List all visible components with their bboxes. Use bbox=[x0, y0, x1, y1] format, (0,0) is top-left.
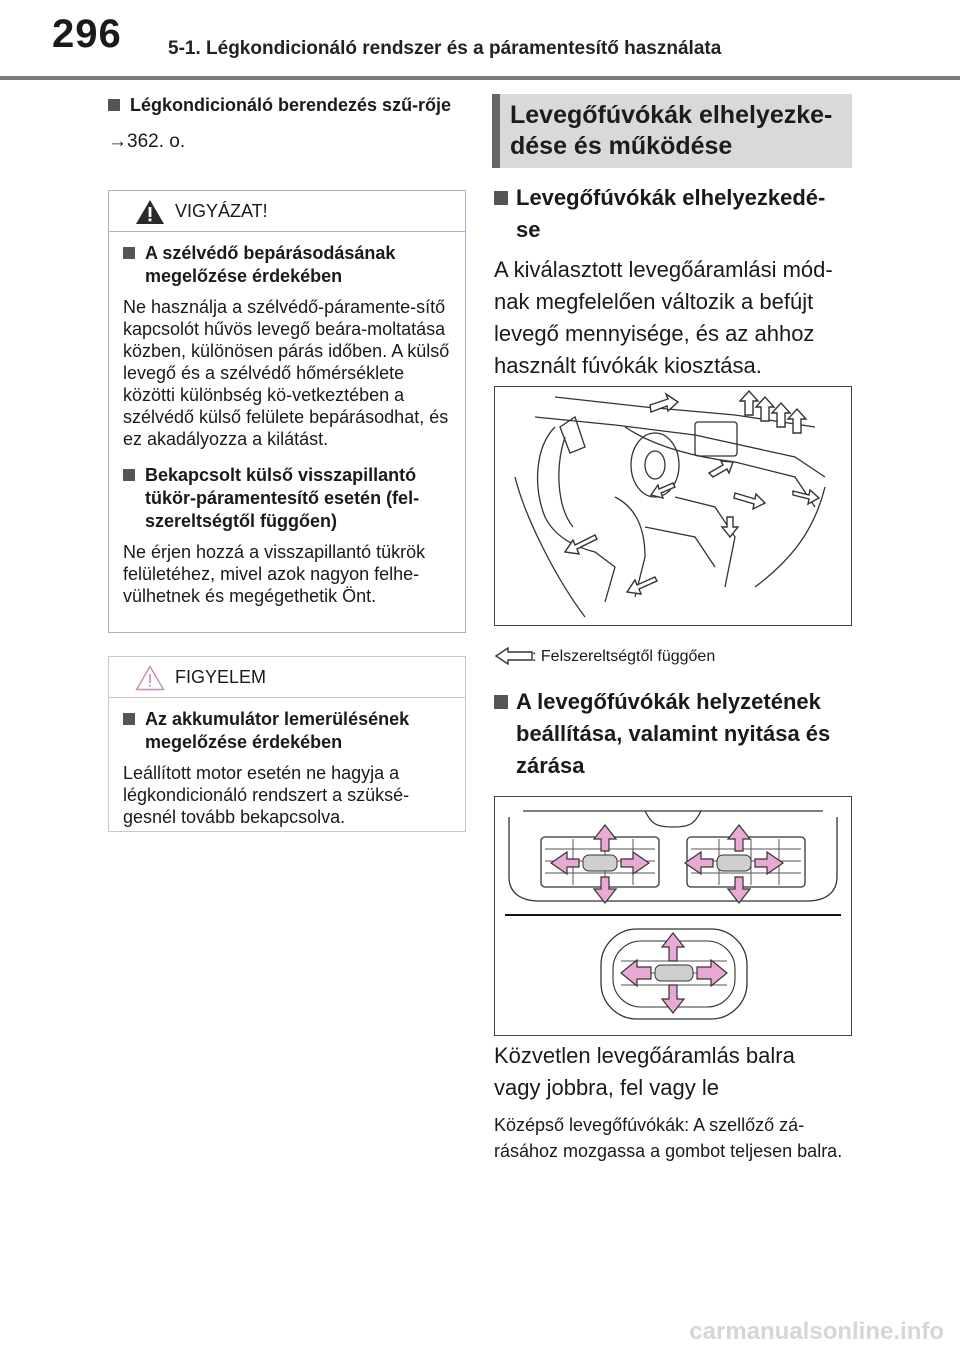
bullet-square-icon bbox=[123, 247, 135, 259]
legend-row bbox=[494, 644, 846, 670]
section-title: Levegőfúvókák elhelyezke-dése és működése bbox=[510, 101, 833, 160]
vent-caption: Közvetlen levegőáramlás balra vagy jobbra, fel vagy le bbox=[494, 1043, 795, 1100]
bullet-square-icon bbox=[494, 191, 508, 205]
header-rule bbox=[0, 76, 960, 80]
filter-section bbox=[108, 94, 454, 153]
warning-triangle-icon bbox=[135, 199, 165, 225]
bullet-square-icon bbox=[108, 99, 120, 111]
chapter-title: 5-1. Légkondicionáló rendszer és a páramentesítő használata bbox=[168, 38, 722, 59]
optional-arrow-icon bbox=[494, 646, 534, 666]
notice-item-text: Leállított motor esetén ne hagyja a légkondicionáló rendszert a szüksé-gesnél tovább bekapcsolva. bbox=[123, 763, 410, 827]
notice-box-header bbox=[109, 657, 465, 698]
caution-box bbox=[108, 190, 466, 633]
notice-triangle-icon bbox=[135, 665, 165, 691]
section-title-box bbox=[492, 94, 852, 168]
bullet-square-icon bbox=[123, 713, 135, 725]
bullet-square-icon bbox=[494, 695, 508, 709]
outlet-location-section bbox=[494, 182, 846, 382]
section-title-bar bbox=[492, 94, 500, 168]
legend-text: : Felszereltségtől függően bbox=[532, 648, 716, 665]
watermark-text: carmanualsonline.info bbox=[689, 1318, 944, 1345]
caution-item-heading: Bekapcsolt külső visszapillantó tükör-páramentesítő esetén (fel-szereltségtől függően) bbox=[123, 464, 455, 533]
outlet-adjust-section bbox=[494, 686, 846, 782]
page-number: 296 bbox=[52, 12, 122, 56]
filter-page-ref: →362. o. bbox=[108, 131, 186, 152]
outlet-adjust-heading: A levegőfúvókák helyzetének beállítása, valamint nyitása és zárása bbox=[494, 686, 846, 782]
notice-box bbox=[108, 656, 466, 832]
caution-item-heading: A szélvédő bepárásodásának megelőzése érdekében bbox=[123, 242, 455, 288]
notice-item-heading: Az akkumulátor lemerülésének megelőzése érdekében bbox=[123, 708, 455, 754]
notice-label: FIGYELEM bbox=[175, 667, 267, 687]
bullet-square-icon bbox=[123, 469, 135, 481]
caution-label: VIGYÁZAT! bbox=[175, 201, 268, 221]
caution-item-text: Ne használja a szélvédő-páramente-sítő kapcsolót hűvös levegő beára-moltatása közben, különösen párás időben. A külső levegő és a szélvédő hőmérséklete közötti különbség kö-vetkeztében a szélvédő külső felülete bepárásodhat, és ez akadályozza a kilátást. bbox=[123, 297, 450, 449]
outlet-location-heading: Levegőfúvókák elhelyezkedé-se bbox=[494, 182, 846, 246]
outlet-location-text: A kiválasztott levegőáramlási mód-nak megfelelően változik a befújt levegő mennyisége, és az ahhoz használt fúvókák kiosztása. bbox=[494, 257, 833, 378]
watermark bbox=[0, 1312, 960, 1352]
caution-box-header bbox=[109, 191, 465, 232]
vent-adjust-figure bbox=[494, 796, 852, 1036]
filter-heading: Légkondicionáló berendezés szű-rője bbox=[108, 94, 454, 117]
caution-item-text: Ne érjen hozzá a visszapillantó tükrök felületéhez, mivel azok nagyon felhe-vülhetnek és megégethetik Önt. bbox=[123, 542, 426, 606]
vent-note: Középső levegőfúvókák: A szellőző zá-rásához mozgassa a gombot teljesen balra. bbox=[494, 1115, 843, 1161]
cabin-airflow-figure bbox=[494, 386, 852, 626]
